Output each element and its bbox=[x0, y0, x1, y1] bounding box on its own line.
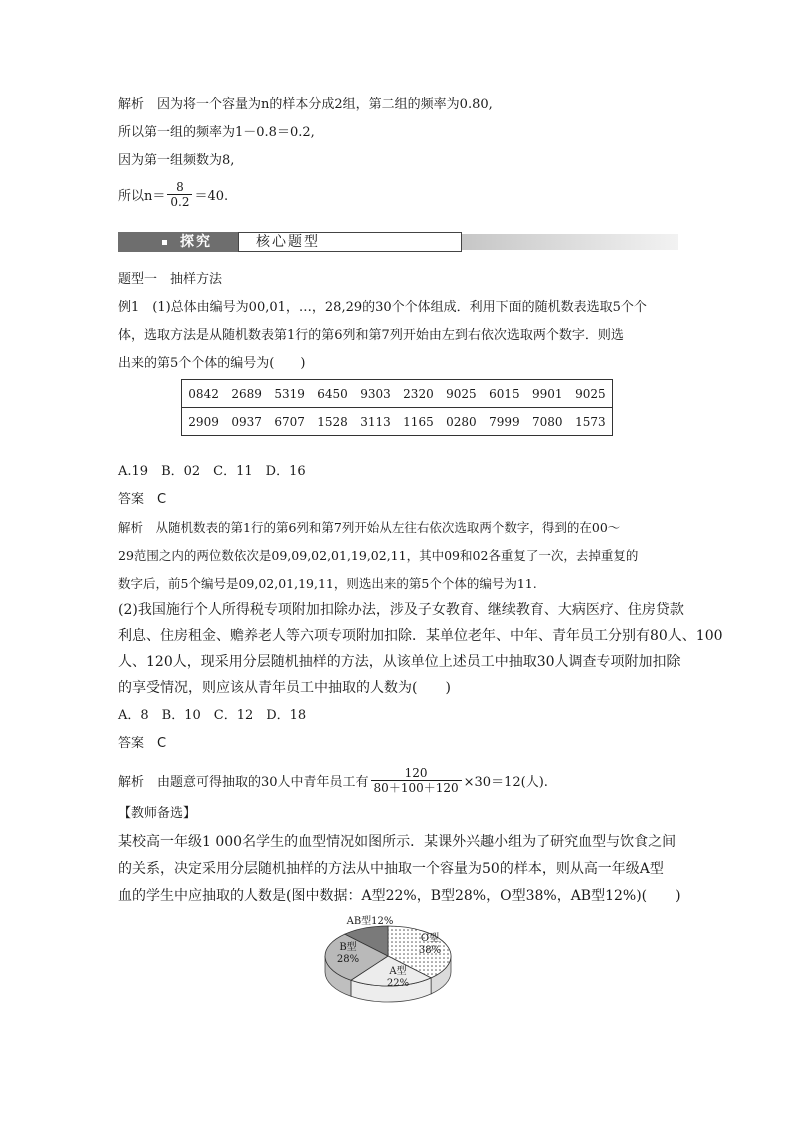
table-cell: 9303 bbox=[354, 380, 397, 408]
fraction bbox=[167, 180, 192, 209]
table-cell: 2909 bbox=[188, 414, 219, 429]
analysis1-line1 bbox=[118, 95, 493, 115]
table-cell: 9025 bbox=[440, 380, 483, 408]
teacher-line2: 的关系，决定采用分层随机抽样的方法从中抽取一个容量为50的样本，则从高一年级A型 bbox=[118, 861, 664, 877]
example1-analysis-line1: 解析 从随机数表的第1行的第6列和第7列开始从左往右依次选取两个数字，得到的在00～ bbox=[118, 520, 621, 535]
section-banner bbox=[118, 232, 678, 252]
table-cell: 2689 bbox=[225, 380, 268, 408]
pie-label-1: A型 bbox=[389, 966, 407, 977]
table-cell: 0280 bbox=[446, 414, 477, 429]
example2-analysis-pre: 解析 由题意可得抽取的30人中青年员工有 bbox=[118, 774, 369, 790]
example1-options: A.19 B．02 C．11 D．16 bbox=[118, 464, 306, 479]
fraction bbox=[371, 766, 462, 795]
table-cell: 9901 bbox=[526, 380, 569, 408]
table-cell: 7080 bbox=[532, 414, 563, 429]
fraction-numerator: 8 bbox=[176, 179, 184, 194]
random-number-table bbox=[181, 379, 613, 436]
table-cell: 9025 bbox=[569, 380, 613, 408]
example2-line2: 利息、住房租金、赡养老人等六项专项附加扣除．某单位老年、中年、青年员工分别有80人、100 bbox=[118, 628, 723, 644]
table-cell: 1165 bbox=[403, 414, 434, 429]
blood-type-pie-chart bbox=[310, 908, 470, 1018]
example2-options: A．8 B．10 C．12 D．18 bbox=[118, 708, 307, 723]
analysis1-text: 因为将一个容量为n的样本分成2组，第二组的频率为0.80, bbox=[157, 97, 493, 112]
table-cell: 5319 bbox=[268, 380, 311, 408]
table-cell: 6015 bbox=[483, 380, 526, 408]
banner-title: 核心题型 bbox=[256, 234, 320, 250]
table-row bbox=[182, 380, 613, 408]
analysis1-line4-pre: 所以n＝ bbox=[118, 188, 166, 204]
banner-bullet-icon bbox=[162, 240, 167, 245]
table-cell: 0842 bbox=[182, 380, 226, 408]
analysis1-line3: 因为第一组频数为8, bbox=[118, 153, 235, 168]
analysis1-line2: 所以第一组的频率为1－0.8＝0.2, bbox=[118, 125, 315, 140]
fraction-denominator: 80＋100＋120 bbox=[371, 780, 462, 795]
example1-analysis-line2: 29范围之内的两位数依次是09,09,02,01,19,02,11，其中09和02各重复了一次，去掉重复的 bbox=[118, 548, 639, 563]
table-cell: 3113 bbox=[360, 414, 391, 429]
pie-value-2: 28% bbox=[336, 954, 360, 965]
banner-tag: 探究 bbox=[180, 234, 212, 250]
example1-line2: 体，选取方法是从随机数表第1行的第6列和第7列开始由左到右依次选取两个数字．则选 bbox=[118, 328, 624, 343]
example2-analysis-post: ×30＝12(人). bbox=[463, 774, 548, 790]
fraction-denominator: 0.2 bbox=[167, 194, 192, 209]
teacher-tag: 【教师备选】 bbox=[118, 806, 197, 821]
fraction-numerator: 120 bbox=[404, 765, 428, 780]
table-cell: 6707 bbox=[274, 414, 305, 429]
type1-heading: 题型一 抽样方法 bbox=[118, 272, 223, 287]
example2-line1: (2)我国施行个人所得税专项附加扣除办法，涉及子女教育、继续教育、大病医疗、住房贷款 bbox=[118, 602, 684, 618]
analysis1-line4-post: ＝40. bbox=[194, 188, 229, 204]
analysis1-line4 bbox=[118, 176, 228, 212]
analysis-label: 解析 bbox=[118, 97, 145, 112]
teacher-line3: 血的学生中应抽取的人数是(图中数据：A型22%，B型28%，O型38%，AB型12%)( ) bbox=[118, 888, 681, 904]
example1-line1: 例1 (1)总体由编号为00,01，…，28,29的30个个体组成．利用下面的随机数表选取5个个 bbox=[118, 300, 647, 315]
table-cell: 6450 bbox=[311, 380, 354, 408]
example2-line4: 的享受情况，则应该从青年员工中抽取的人数为( ) bbox=[118, 680, 451, 696]
example2-answer: 答案 C bbox=[118, 736, 167, 751]
table-cell: 2320 bbox=[397, 380, 440, 408]
example1-line3: 出来的第5个个体的编号为( ) bbox=[118, 356, 306, 371]
table-cell: 0937 bbox=[231, 414, 262, 429]
banner-dark-block bbox=[118, 232, 238, 252]
pie-value-0: 38% bbox=[418, 945, 442, 956]
table-cell: 1528 bbox=[317, 414, 348, 429]
example1-answer: 答案 C bbox=[118, 492, 167, 507]
table-cell: 7999 bbox=[489, 414, 520, 429]
table-row bbox=[182, 408, 613, 436]
example2-analysis bbox=[118, 760, 548, 800]
pie-label-2: B型 bbox=[339, 942, 357, 953]
example1-analysis-line3: 数字后，前5个编号是09,02,01,19,11，则选出来的第5个个体的编号为11. bbox=[118, 576, 537, 591]
pie-value-1: 22% bbox=[386, 978, 410, 989]
teacher-line1: 某校高一年级1 000名学生的血型情况如图所示．某课外兴趣小组为了研究血型与饮食之间 bbox=[118, 834, 677, 850]
pie-label-0: O型 bbox=[420, 933, 440, 944]
example2-line3: 人、120人，现采用分层随机抽样的方法，从该单位上述员工中抽取30人调查专项附加扣除 bbox=[118, 654, 681, 670]
table-cell: 1573 bbox=[575, 414, 606, 429]
pie-label-ab: AB型12% bbox=[346, 916, 394, 927]
